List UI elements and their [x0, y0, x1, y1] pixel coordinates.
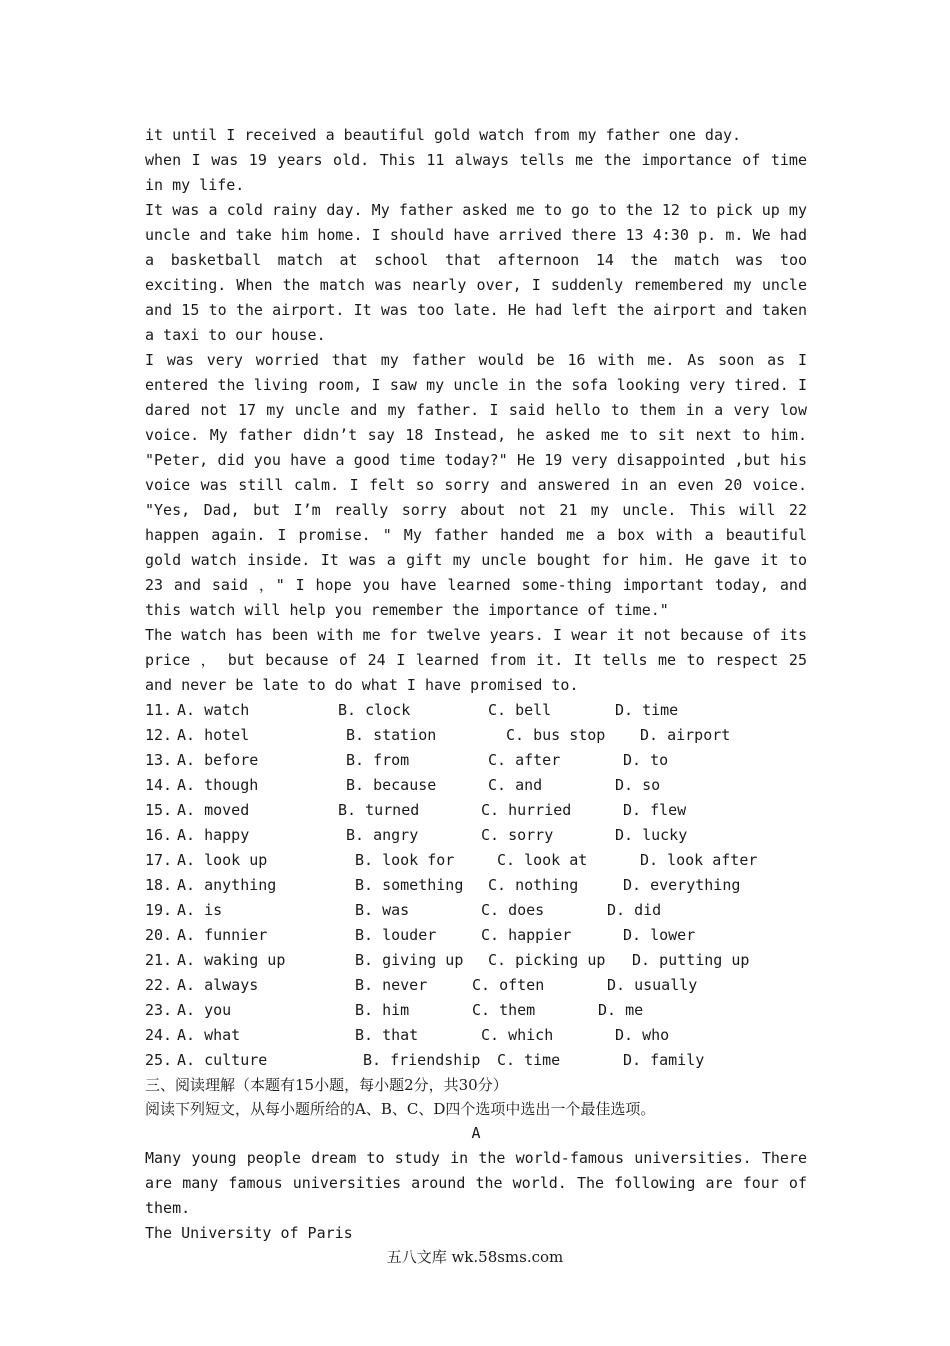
- question-number: 18.: [145, 876, 173, 894]
- option-d: D. lucky: [615, 826, 688, 844]
- option-a: A. funnier: [177, 926, 268, 944]
- question-row: [145, 873, 807, 898]
- option-d: D. family: [623, 1051, 705, 1069]
- question-number: 16.: [145, 826, 173, 844]
- option-a: A. watch: [177, 701, 250, 719]
- question-row: [145, 848, 807, 873]
- option-b: B. from: [346, 751, 410, 769]
- passage-paragraph-1: when I was 19 years old. This 11 always tells me the importance of time in my life.: [145, 151, 807, 194]
- question-row: [145, 973, 807, 998]
- option-a: A. anything: [177, 876, 277, 894]
- option-b: B. giving up: [355, 951, 464, 969]
- question-row: [145, 698, 807, 723]
- option-a: A. what: [177, 1026, 241, 1044]
- option-a: A. you: [177, 1001, 232, 1019]
- question-row: [145, 798, 807, 823]
- option-d: D. putting up: [632, 951, 750, 969]
- question-row: [145, 898, 807, 923]
- question-number: 14.: [145, 776, 173, 794]
- option-b: B. clock: [338, 701, 411, 719]
- option-b: B. louder: [355, 926, 437, 944]
- option-b: B. was: [355, 901, 410, 919]
- option-d: D. everything: [623, 876, 741, 894]
- option-b: B. turned: [338, 801, 420, 819]
- option-c: C. sorry: [481, 826, 554, 844]
- option-a: A. moved: [177, 801, 250, 819]
- option-a: A. is: [177, 901, 223, 919]
- option-c: C. bell: [488, 701, 552, 719]
- question-row: [145, 748, 807, 773]
- option-b: B. friendship: [363, 1051, 481, 1069]
- option-c: C. often: [472, 976, 545, 994]
- option-a: A. before: [177, 751, 259, 769]
- option-a: A. culture: [177, 1051, 268, 1069]
- option-b: B. station: [346, 726, 437, 744]
- reading-subtitle: The University of Paris: [145, 1224, 353, 1242]
- passage-line-1: it until I received a beautiful gold watch from my father one day.: [145, 126, 742, 144]
- option-b: B. never: [355, 976, 428, 994]
- question-list: [145, 698, 807, 1073]
- option-b: B. something: [355, 876, 464, 894]
- question-row: [145, 1048, 807, 1073]
- footer-watermark: 五八文库 wk.58sms.com: [386, 1248, 564, 1266]
- option-d: D. to: [623, 751, 669, 769]
- question-row: [145, 923, 807, 948]
- question-number: 12.: [145, 726, 173, 744]
- option-c: C. happier: [481, 926, 572, 944]
- option-d: D. flew: [623, 801, 687, 819]
- question-number: 23.: [145, 1001, 173, 1019]
- option-c: C. time: [497, 1051, 561, 1069]
- option-c: C. does: [481, 901, 545, 919]
- question-row: [145, 1023, 807, 1048]
- option-b: B. angry: [346, 826, 419, 844]
- option-c: C. after: [488, 751, 561, 769]
- question-row: [145, 823, 807, 848]
- question-number: 19.: [145, 901, 173, 919]
- option-c: C. look at: [497, 851, 588, 869]
- passage-paragraph-2: It was a cold rainy day. My father asked me to go to the 12 to pick up my uncle and take him home. I should have arrived there 13 4:30 p. m. We had a basketball match at school that afternoon 14 the match was too exciting. When the match was nearly over, I suddenly remembered my uncle and 15 to the airport. It was too late. He had left the airport and taken a taxi to our house.: [145, 201, 807, 344]
- option-c: C. which: [481, 1026, 554, 1044]
- option-c: C. them: [472, 1001, 536, 1019]
- option-c: C. nothing: [488, 876, 579, 894]
- question-number: 17.: [145, 851, 173, 869]
- option-b: B. because: [346, 776, 437, 794]
- question-number: 13.: [145, 751, 173, 769]
- passage-paragraph-4: The watch has been with me for twelve years. I wear it not because of its price ， but because of 24 I learned from it. It tells me to respect 25 and never be late to do what I have promised to.: [145, 626, 807, 694]
- option-c: C. and: [488, 776, 543, 794]
- option-c: C. picking up: [488, 951, 606, 969]
- option-d: D. usually: [607, 976, 698, 994]
- question-number: 22.: [145, 976, 173, 994]
- option-c: C. hurried: [481, 801, 572, 819]
- document-page: [145, 123, 807, 1246]
- question-number: 25.: [145, 1051, 173, 1069]
- section-instruction: 阅读下列短文，从每小题所给的A、B、C、D四个选项中选出一个最佳选项。: [145, 1100, 656, 1118]
- question-number: 15.: [145, 801, 173, 819]
- option-d: D. time: [615, 701, 679, 719]
- part-label: A: [471, 1124, 481, 1142]
- option-b: B. look for: [355, 851, 455, 869]
- option-d: D. airport: [640, 726, 731, 744]
- question-number: 20.: [145, 926, 173, 944]
- option-c: C. bus stop: [506, 726, 606, 744]
- option-d: D. me: [598, 1001, 644, 1019]
- section-heading: 三、阅读理解（本题有15小题，每小题2分，共30分）: [145, 1076, 508, 1094]
- option-a: A. hotel: [177, 726, 250, 744]
- question-number: 21.: [145, 951, 173, 969]
- option-a: A. look up: [177, 851, 268, 869]
- question-row: [145, 723, 807, 748]
- question-number: 11.: [145, 701, 173, 719]
- option-b: B. him: [355, 1001, 410, 1019]
- option-d: D. who: [615, 1026, 670, 1044]
- option-a: A. happy: [177, 826, 250, 844]
- question-row: [145, 948, 807, 973]
- option-d: D. look after: [640, 851, 758, 869]
- question-row: [145, 773, 807, 798]
- option-b: B. that: [355, 1026, 419, 1044]
- option-a: A. though: [177, 776, 259, 794]
- option-a: A. waking up: [177, 951, 286, 969]
- option-a: A. always: [177, 976, 259, 994]
- option-d: D. lower: [623, 926, 696, 944]
- question-number: 24.: [145, 1026, 173, 1044]
- passage-paragraph-3: I was very worried that my father would be 16 with me. As soon as I entered the living room, I saw my uncle in the sofa looking very tired. I dared not 17 my uncle and my father. I said hello to them in a very low voice. My father didn’t say 18 Instead, he asked me to sit next to him. "Peter, did you have a good time today?" He 19 very disappointed ,but his voice was still calm. I felt so sorry and answered in an even 20 voice. "Yes, Dad, but I’m really sorry about not 21 my uncle. This will 22 happen again. I promise. " My father handed me a box with a beautiful gold watch inside. It was a gift my uncle bought for him. He gave it to 23 and said ，" I hope you have learned some-thing important today, and this watch will help you remember the importance of time.": [145, 351, 807, 619]
- option-d: D. did: [607, 901, 662, 919]
- question-row: [145, 998, 807, 1023]
- reading-intro: Many young people dream to study in the world-famous universities. There are many famous universities around the world. The following are four of them.: [145, 1149, 807, 1217]
- option-d: D. so: [615, 776, 661, 794]
